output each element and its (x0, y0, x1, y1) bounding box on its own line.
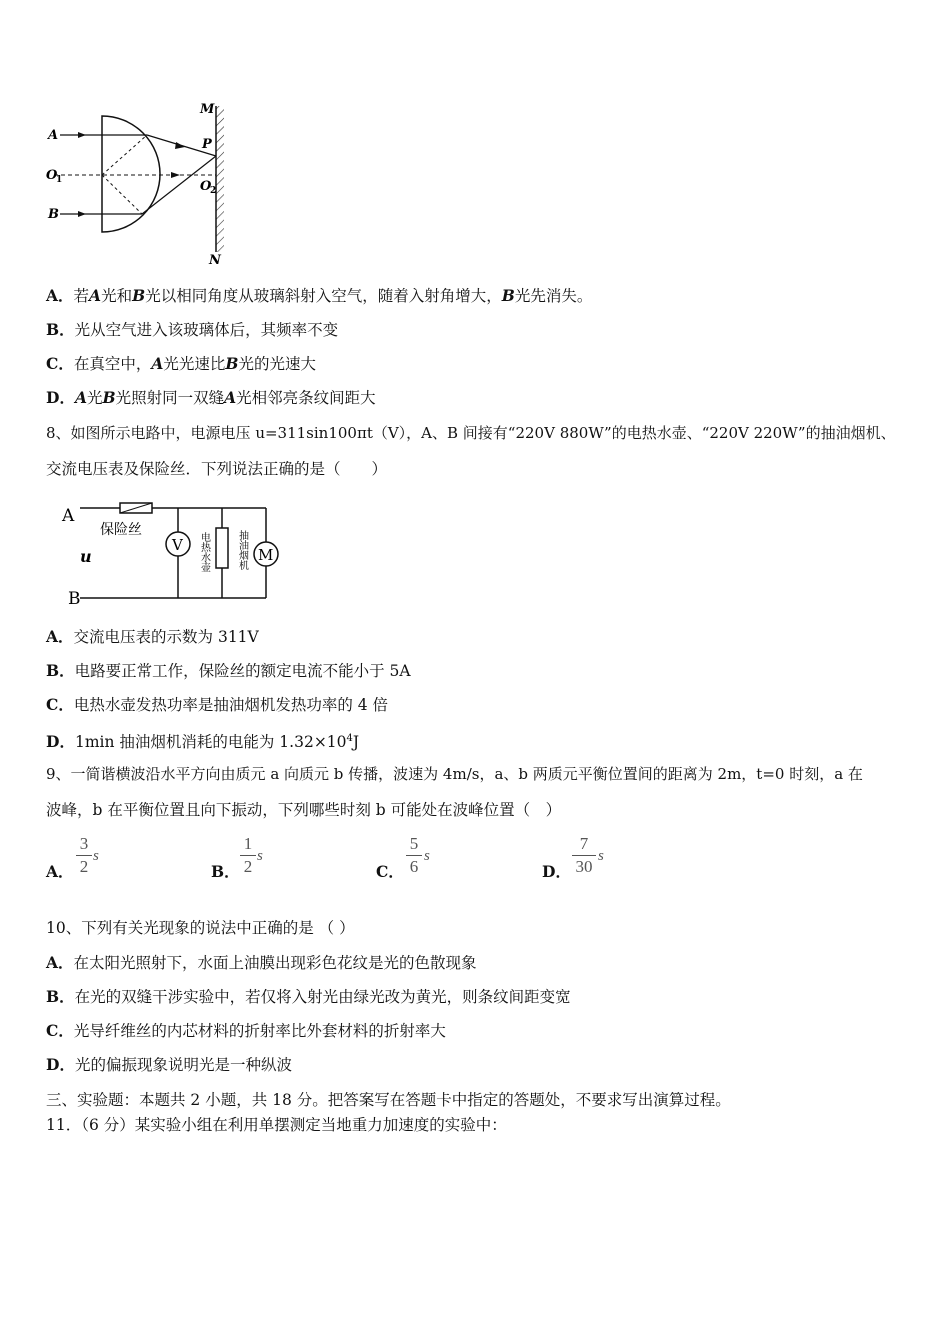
q10-option-b: B．在光的双缝干涉实验中，若仅将入射光由绿光改为黄光，则条纹间距变宽 (46, 987, 571, 1006)
mirror (216, 106, 224, 252)
label-o2-sub: 2 (210, 186, 217, 196)
label-p: P (202, 137, 212, 152)
q8-option-c: C．电热水壶发热功率是抽油烟机发热功率的 4 倍 (46, 695, 389, 714)
q8-stem-line2: 交流电压表及保险丝．下列说法正确的是（ ） (46, 460, 388, 478)
q8-option-a: A．交流电压表的示数为 311V (46, 627, 259, 646)
q7-option-d: D．A光B光照射同一双缝A光相邻亮条纹间距大 (46, 388, 376, 407)
label-b: B (48, 207, 59, 222)
q10-stem: 10、下列有关光现象的说法中正确的是 （ ） (46, 919, 355, 937)
optics-figure (40, 98, 240, 268)
q11-stem: 11．（6 分）某实验小组在利用单摆测定当地重力加速度的实验中： (46, 1116, 507, 1134)
q8-stem-line1: 8、如图所示电路中，电源电压 u=311sin100πt（V），A、B 间接有“220V 880W”的电热水壶、“220V 220W”的抽油烟机、 (46, 424, 896, 442)
q10-option-d: D．光的偏振现象说明光是一种纵波 (46, 1055, 292, 1074)
hood-label: 抽油烟机 (236, 530, 248, 570)
label-m: M (200, 102, 215, 117)
q9-option-c-fraction: 5 6 (406, 834, 422, 877)
q8-option-b: B．电路要正常工作，保险丝的额定电流不能小于 5A (46, 661, 411, 680)
q7-option-b: B．光从空气进入该玻璃体后，其频率不变 (46, 320, 339, 339)
source-u: u (80, 547, 92, 566)
q8-option-d: D．1min 抽油烟机消耗的电能为 $1.32\times 10^4J$ (46, 732, 360, 752)
kettle-resistor (216, 528, 228, 568)
terminal-b: B (68, 589, 81, 609)
q10-option-a: A．在太阳光照射下，水面上油膜出现彩色花纹是光的色散现象 (46, 953, 477, 972)
circuit-figure (58, 494, 288, 610)
label-n: N (209, 253, 221, 268)
q9-stem-line2: 波峰，b 在平衡位置且向下振动，下列哪些时刻 b 可能处在波峰位置（ ） (46, 801, 562, 819)
fuse-label: 保险丝 (100, 522, 142, 538)
q7-option-a: A．若A光和B光以相同角度从玻璃斜射入空气，随着入射角增大，B光先消失。 (46, 286, 593, 305)
label-a: A (48, 128, 59, 143)
q7-option-c: C．在真空中，A光光速比B光的光速大 (46, 354, 317, 373)
q9-option-c-letter: C． (376, 862, 404, 881)
q9-option-d-unit: s (598, 848, 604, 864)
terminal-a: A (62, 506, 75, 526)
kettle-label: 电热水壶 (198, 532, 210, 572)
q9-option-a-unit: s (93, 848, 99, 864)
semicircle-glass (102, 116, 160, 232)
q9-stem-line1: 9、一简谐横波沿水平方向由质元 a 向质元 b 传播，波速为 4m/s，a、b 两质元平衡位置间的距离为 2m，t=0 时刻，a 在 (46, 765, 863, 783)
q9-option-b-unit: s (257, 848, 263, 864)
voltmeter-label: V (172, 536, 183, 554)
q9-option-d-letter: D． (542, 862, 571, 881)
label-o2: O (200, 179, 212, 194)
q9-option-b-letter: B． (211, 862, 240, 881)
q9-option-d-fraction: 7 30 (572, 834, 596, 877)
q9-option-a-letter: A． (46, 862, 74, 881)
motor-label: M (258, 546, 274, 564)
label-o1: O (46, 168, 58, 183)
label-o1-sub: 1 (56, 175, 63, 185)
q9-option-a-fraction: 3 2 (76, 834, 92, 877)
q9-option-b-fraction: 1 2 (240, 834, 256, 877)
section-3-heading: 三、实验题：本题共 2 小题，共 18 分。把答案写在答题卡中指定的答题处，不要求写出演算过程。 (46, 1091, 731, 1109)
q10-option-c: C．光导纤维丝的内芯材料的折射率比外套材料的折射率大 (46, 1021, 446, 1040)
q9-option-c-unit: s (424, 848, 430, 864)
